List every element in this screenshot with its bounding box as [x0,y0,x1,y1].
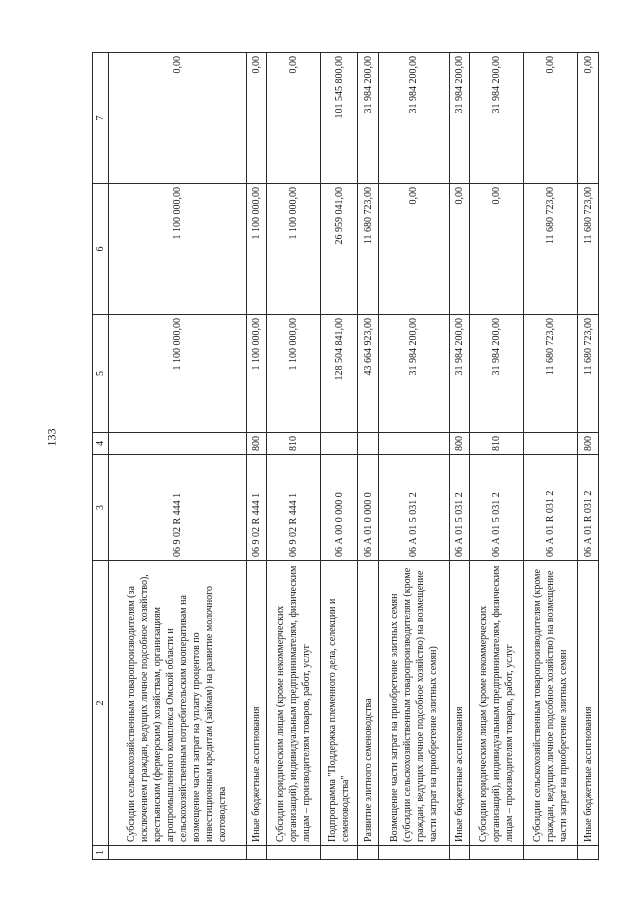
row-amount-cell: 31 984 200,00 [379,315,450,433]
row-amount-cell: 31 984 200,00 [379,53,450,184]
row-code-cell: 06 А 01 R 031 2 [524,455,578,561]
row-amount-cell: 1 100 000,00 [246,315,267,433]
row-name-cell: Подпрограмма "Поддержка племенного дела, селекции и семеноводства" [321,561,358,846]
row-amount-cell: 0,00 [109,53,247,184]
row-number-cell [267,846,321,860]
row-group-cell [109,433,247,455]
row-name-cell: Иные бюджетные ассигнования [578,561,599,846]
row-number-cell [449,846,470,860]
row-amount-cell: 11 680 723,00 [524,184,578,315]
row-amount-cell: 31 984 200,00 [449,315,470,433]
row-name-cell: Иные бюджетные ассигнования [449,561,470,846]
rotated-table-sheet [92,53,599,860]
row-amount-cell: 1 100 000,00 [246,184,267,315]
row-amount-cell: 101 545 800,00 [321,53,358,184]
row-name-cell: Субсидии юридическим лицам (кроме некоммерческих организаций), индивидуальным предпринимателям, физическим лицам – производителям товаров, работ, услуг [470,561,524,846]
row-amount-cell: 0,00 [578,53,599,184]
row-amount-cell: 0,00 [449,184,470,315]
row-name-cell: Развитие элитного семеноводства [358,561,379,846]
column-header: 7 [93,53,109,184]
row-amount-cell: 1 100 000,00 [267,315,321,433]
row-number-cell [321,846,358,860]
row-group-cell [379,433,450,455]
row-group-cell: 810 [267,433,321,455]
row-code-cell: 06 9 02 R 444 1 [267,455,321,561]
table-row [578,53,599,860]
budget-table [92,52,599,860]
page-number: 133 [44,428,59,447]
row-name-cell: Возмещение части затрат на приобретение элитных семян (субсидии сельскохозяйственным товаропроизводителям (кроме граждан, ведущих личное подсобное хозяйство) на возмещение части затрат на приобретение элитных семян) [379,561,450,846]
table-row [267,53,321,860]
row-amount-cell: 0,00 [524,53,578,184]
row-amount-cell: 1 100 000,00 [109,315,247,433]
row-amount-cell: 31 984 200,00 [470,315,524,433]
row-group-cell: 800 [578,433,599,455]
row-amount-cell: 31 984 200,00 [358,53,379,184]
row-number-cell [470,846,524,860]
row-group-cell: 800 [246,433,267,455]
row-group-cell [321,433,358,455]
row-group-cell [358,433,379,455]
row-amount-cell: 11 680 723,00 [578,184,599,315]
header-row [93,53,109,860]
row-amount-cell: 31 984 200,00 [470,53,524,184]
row-code-cell: 06 А 01 5 031 2 [379,455,450,561]
row-amount-cell: 11 680 723,00 [358,184,379,315]
row-group-cell: 800 [449,433,470,455]
row-number-cell [246,846,267,860]
row-amount-cell: 0,00 [267,53,321,184]
row-amount-cell: 11 680 723,00 [524,315,578,433]
table-row [321,53,358,860]
row-code-cell: 06 А 01 5 031 2 [449,455,470,561]
row-name-cell: Субсидии юридическим лицам (кроме некоммерческих организаций), индивидуальным предпринимателям, физическим лицам – производителям товаров, работ, услуг [267,561,321,846]
row-number-cell [578,846,599,860]
row-amount-cell: 0,00 [246,53,267,184]
row-amount-cell: 43 664 923,00 [358,315,379,433]
table-row [246,53,267,860]
row-group-cell [524,433,578,455]
table-row [449,53,470,860]
row-amount-cell: 0,00 [470,184,524,315]
column-header: 4 [93,433,109,455]
row-amount-cell: 1 100 000,00 [267,184,321,315]
row-amount-cell: 26 959 041,00 [321,184,358,315]
row-amount-cell: 0,00 [379,184,450,315]
column-header: 1 [93,846,109,860]
table-row [379,53,450,860]
row-amount-cell: 128 504 841,00 [321,315,358,433]
table-row [470,53,524,860]
row-code-cell: 06 А 00 0 000 0 [321,455,358,561]
table-row [524,53,578,860]
row-code-cell: 06 А 01 R 031 2 [578,455,599,561]
row-name-cell: Субсидии сельскохозяйственным товаропроизводителям (за исключением граждан, ведущих личное подсобное хозяйство), крестьянским (фермерским) хозяйствам, организациям агропромышленного комплекса Омской области и сельскохозяйственным потребительским кооперативам на возмещение части затрат на уплату процентов по инвестиционным кредитам (займам) на развитие молочного скотоводства [109,561,247,846]
row-name-cell: Иные бюджетные ассигнования [246,561,267,846]
row-number-cell [524,846,578,860]
column-header: 5 [93,315,109,433]
row-amount-cell: 1 100 000,00 [109,184,247,315]
row-code-cell: 06 9 02 R 444 1 [109,455,247,561]
row-number-cell [358,846,379,860]
row-amount-cell: 11 680 723,00 [578,315,599,433]
row-number-cell [379,846,450,860]
row-code-cell: 06 9 02 R 444 1 [246,455,267,561]
table-row [358,53,379,860]
row-code-cell: 06 А 01 5 031 2 [470,455,524,561]
column-header: 2 [93,561,109,846]
table-body [93,53,599,860]
column-header: 3 [93,455,109,561]
row-code-cell: 06 А 01 0 000 0 [358,455,379,561]
column-header: 6 [93,184,109,315]
row-amount-cell: 31 984 200,00 [449,53,470,184]
row-number-cell [109,846,247,860]
row-name-cell: Субсидии сельскохозяйственным товаропроизводителям (кроме граждан, ведущих личное подсобное хозяйство) на возмещение части затрат на приобретение элитных семян [524,561,578,846]
row-group-cell: 810 [470,433,524,455]
table-row [109,53,247,860]
